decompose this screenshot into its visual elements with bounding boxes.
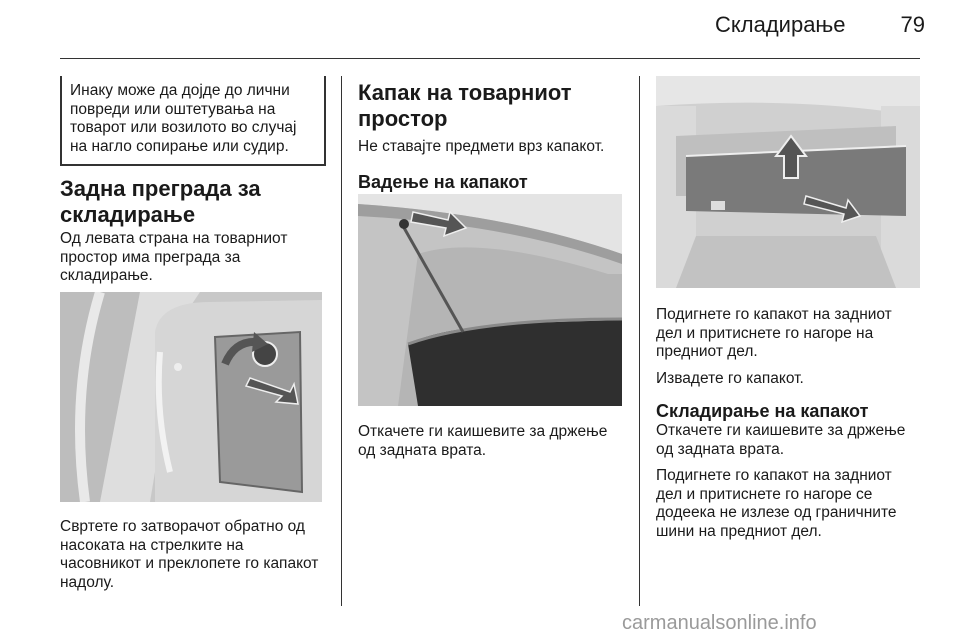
warning-box <box>60 76 326 166</box>
lift-cover-step-1: Подигнете го капакот на задниот дел и притиснете го нагоре на предниот дел. <box>656 306 892 360</box>
section-heading-load-cover: Капак на товарниот простор <box>358 80 572 131</box>
lift-cover-step-2: Извадете го капакот. <box>656 369 804 387</box>
remove-cover-caption: Откачете ги каишевите за држење од задната врата. <box>358 423 608 459</box>
load-cover-intro: Не ставајте предмети врз капакот. <box>358 138 605 155</box>
column-divider-1 <box>341 76 342 606</box>
storage-partition-caption: Свртете го затворачот обратно од насоката на стрелките на часовникот и преклопете го капакот надолу. <box>60 518 319 591</box>
page-title: Складирање <box>715 12 846 37</box>
storage-partition-intro: Од левата страна на товарниот простор има преграда за складирање. <box>60 230 288 284</box>
middle-caption-block <box>358 423 628 460</box>
header-rule <box>60 58 920 59</box>
right-column <box>656 306 920 541</box>
subheading-store-cover: Складирање на капакот <box>656 401 869 421</box>
middle-column <box>358 80 628 193</box>
left-column <box>60 76 325 286</box>
store-cover-step-2: Подигнете го капакот на задниот дел и притиснете го нагоре се додеека не излезе од граничните шини на предниот дел. <box>656 467 897 540</box>
figure-lift-cover <box>656 76 920 288</box>
left-caption-block <box>60 518 328 592</box>
column-divider-2 <box>639 76 640 606</box>
subheading-remove-cover: Вадење на капакот <box>358 171 528 192</box>
page-number: 79 <box>900 12 925 37</box>
figure-storage-partition <box>60 292 322 502</box>
store-cover-step-1: Откачете ги каишевите за држење од задната врата. <box>656 422 906 458</box>
section-heading-storage-partition: Задна преграда за складирање <box>60 176 261 227</box>
watermark: carmanualsonline.info <box>622 612 817 634</box>
figure-remove-cover <box>358 194 622 406</box>
warning-text: Инаку може да дојде до лични повреди или оштетувања на товарот или возилото во случај на нагло сопирање или судир. <box>70 82 297 155</box>
